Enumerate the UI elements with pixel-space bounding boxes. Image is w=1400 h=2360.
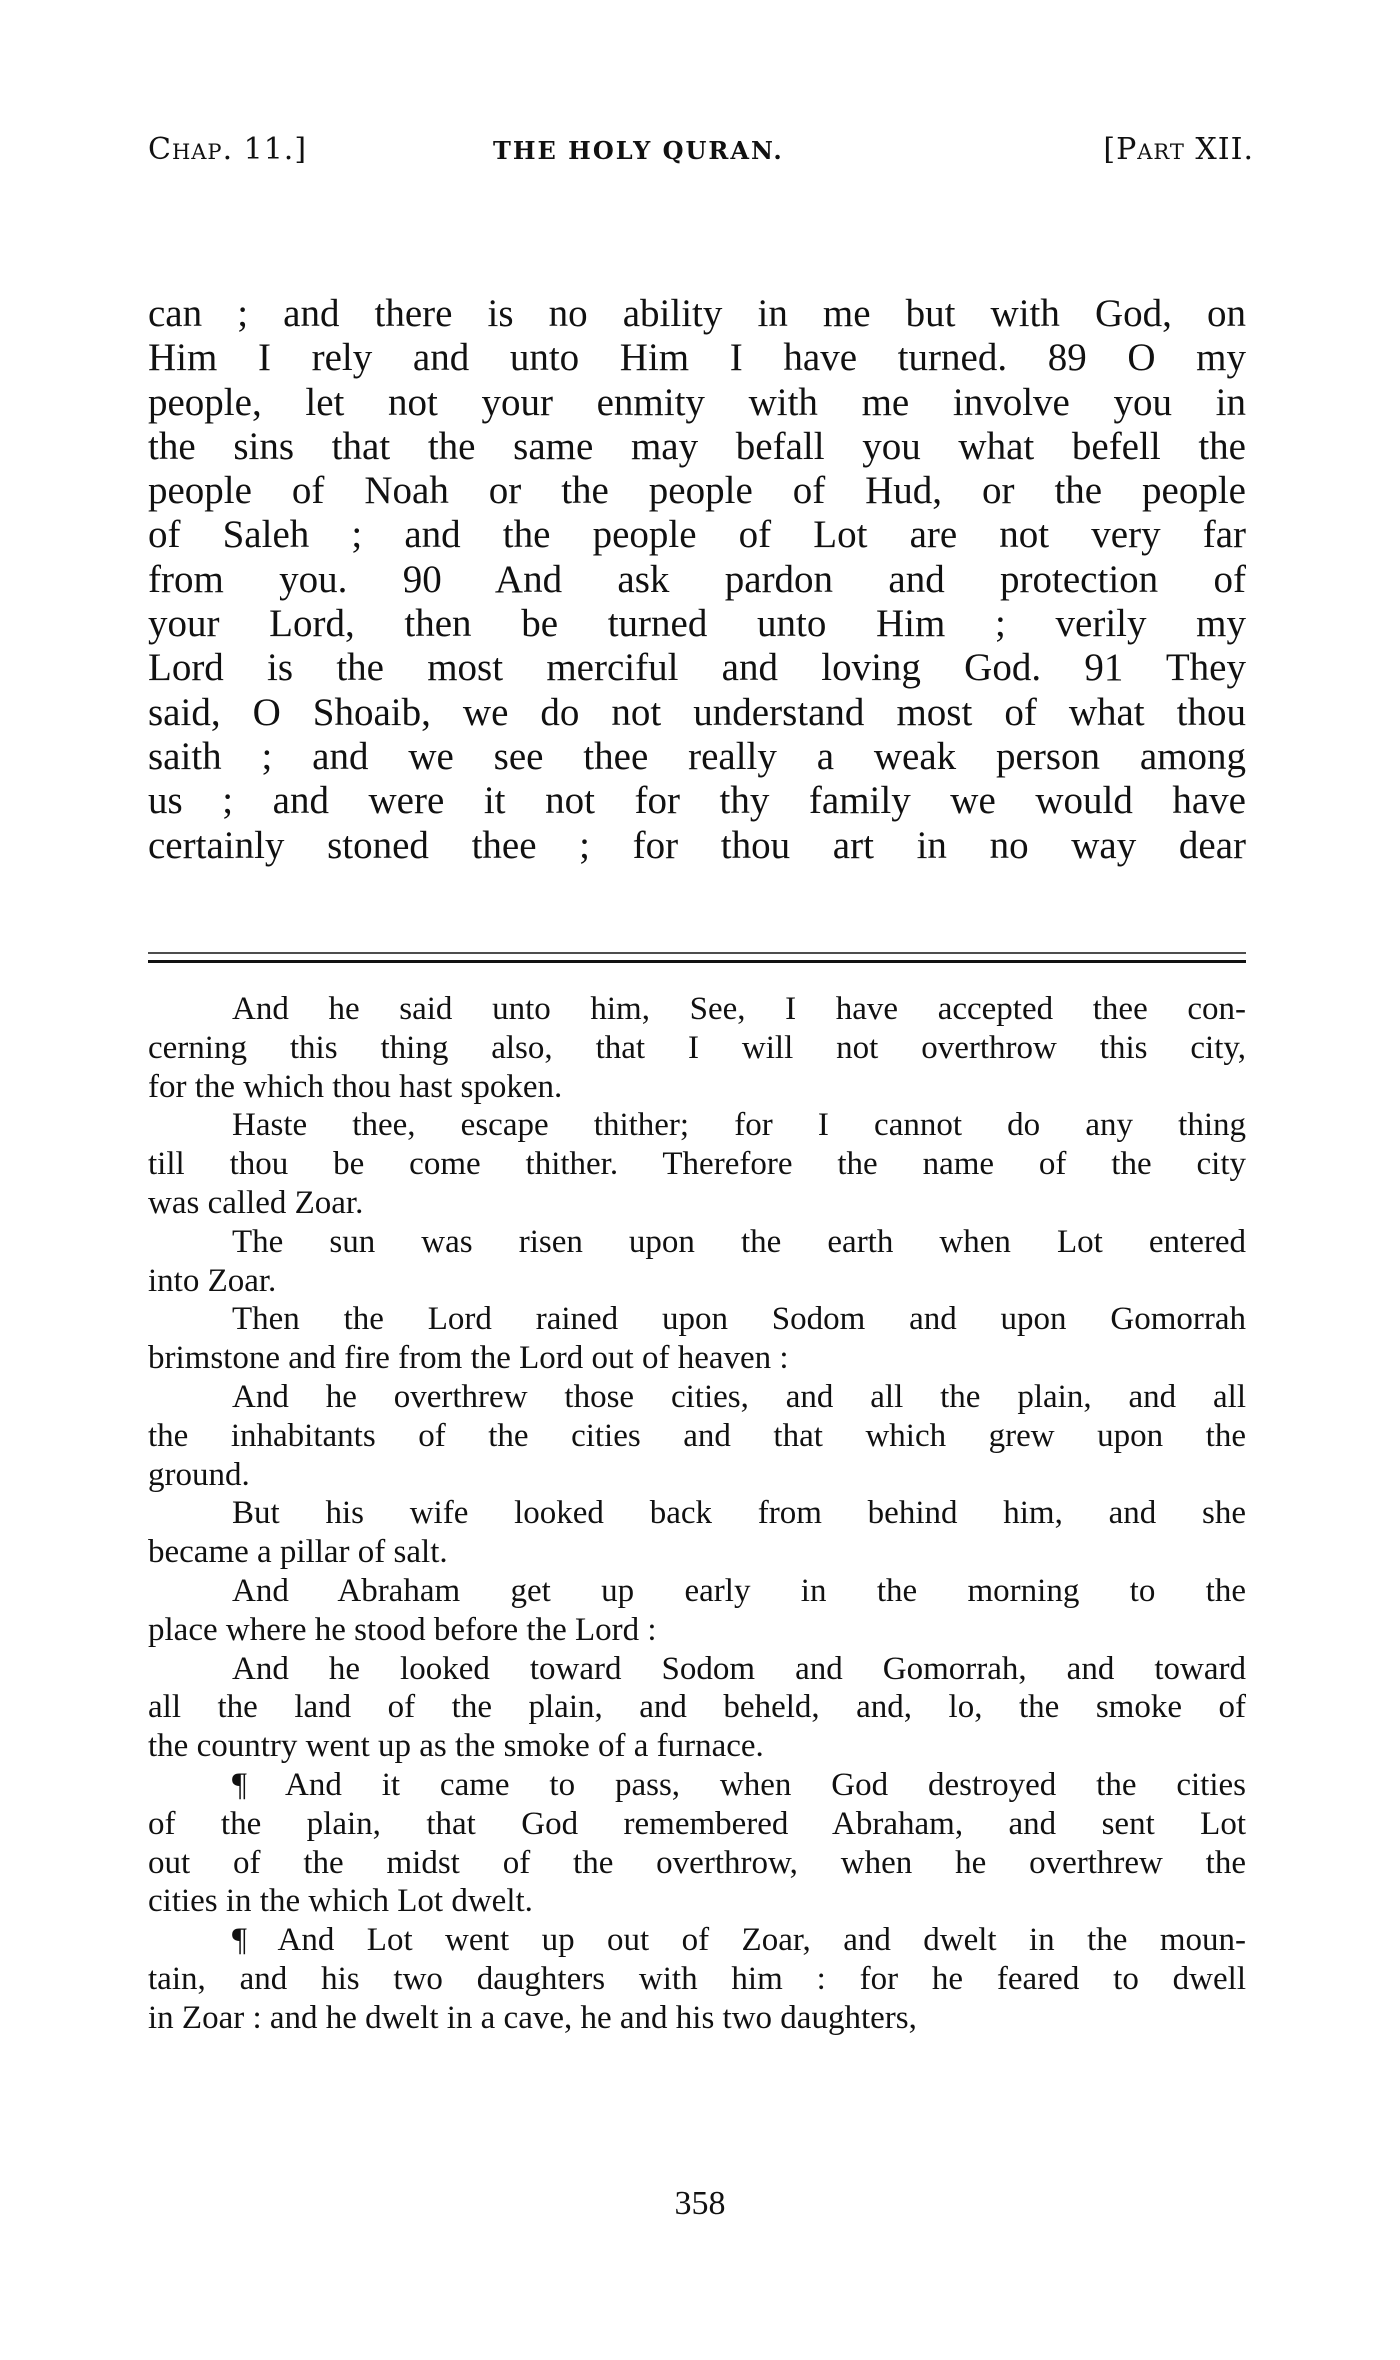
main-text-line: can ; and there is no ability in me but with God, on — [148, 292, 1246, 335]
footnote-line: in Zoar : and he dwelt in a cave, he and his two daughters, — [148, 1999, 917, 2036]
main-text-line: said, O Shoaib, we do not understand most of what thou — [148, 690, 1246, 734]
footnote-line: And he said unto him, See, I have accepted thee con- — [232, 991, 1246, 1027]
page-number: 358 — [674, 2185, 726, 2222]
main-text-line: certainly stoned thee ; for thou art in no way dear — [148, 823, 1246, 867]
main-text-line: saith ; and we see thee really a weak person among — [148, 734, 1246, 778]
footnote-line: And he looked toward Sodom and Gomorrah, and toward — [232, 1650, 1246, 1687]
main-text-line: from you. 90 And ask pardon and protection of — [148, 557, 1246, 601]
main-text-line: of Saleh ; and the people of Lot are not very far — [148, 513, 1246, 557]
footnote-line: for the which thou hast spoken. — [148, 1068, 563, 1105]
footnote-line: ¶ And it came to pass, when God destroyed the cities — [232, 1766, 1246, 1803]
footnote-line: The sun was risen upon the earth when Lot entered — [232, 1223, 1246, 1260]
book-title: THE HOLY QURAN. — [493, 136, 784, 165]
footnote-line: And Abraham get up early in the morning to the — [232, 1572, 1246, 1609]
divider-rule-top — [148, 952, 1246, 954]
footnote-line: ground. — [148, 1456, 250, 1493]
footnote-line: the inhabitants of the cities and that which grew upon the — [148, 1417, 1246, 1454]
main-text-line: your Lord, then be turned unto Him ; verily my — [148, 602, 1246, 646]
footnote-line: place where he stood before the Lord : — [148, 1611, 657, 1648]
footnote-line: brimstone and fire from the Lord out of heaven : — [148, 1340, 789, 1377]
main-text-block — [148, 292, 1246, 868]
main-text-line: the sins that the same may befall you what befell the — [148, 424, 1246, 468]
running-header — [148, 132, 1254, 182]
footnote-line: the country went up as the smoke of a furnace. — [148, 1728, 764, 1765]
footnote-line: out of the midst of the overthrow, when he overthrew the — [148, 1844, 1246, 1881]
footnote-line: But his wife looked back from behind him, and she — [232, 1495, 1246, 1532]
main-text-line: people, let not your enmity with me involve you in — [148, 380, 1246, 424]
footnote-line: ¶ And Lot went up out of Zoar, and dwelt in the moun- — [232, 1922, 1246, 1959]
footnote-line: cerning this thing also, that I will not overthrow this city, — [148, 1029, 1246, 1066]
footnote-line: all the land of the plain, and beheld, and, lo, the smoke of — [148, 1689, 1246, 1726]
footnote-line: cities in the which Lot dwelt. — [148, 1883, 533, 1920]
main-text-line: Lord is the most merciful and loving God. 91 They — [148, 646, 1246, 690]
footnote-line: Haste thee, escape thither; for I cannot do any thing — [232, 1107, 1246, 1144]
main-text-line: Him I rely and unto Him I have turned. 89 O my — [148, 336, 1246, 380]
footnote-line: Then the Lord rained upon Sodom and upon Gomorrah — [232, 1301, 1246, 1338]
main-text-line: people of Noah or the people of Hud, or the people — [148, 469, 1246, 513]
chapter-label: Chap. 11.] — [148, 132, 308, 167]
footnote-line: became a pillar of salt. — [148, 1534, 448, 1571]
footnote-line: tain, and his two daughters with him : for he feared to dwell — [148, 1960, 1246, 1997]
footnote-text-block — [148, 990, 1246, 2038]
footnote-line: till thou be come thither. Therefore the name of the city — [148, 1146, 1246, 1183]
footnote-line: And he overthrew those cities, and all the plain, and all — [232, 1378, 1246, 1415]
main-text-line: us ; and were it not for thy family we would have — [148, 779, 1246, 823]
divider-rule-bottom — [148, 960, 1246, 963]
footnote-line: into Zoar. — [148, 1262, 277, 1299]
part-label: [Part XII. — [1103, 132, 1254, 167]
footnote-line: of the plain, that God remembered Abraham, and sent Lot — [148, 1805, 1246, 1842]
footnote-line: was called Zoar. — [148, 1184, 364, 1221]
